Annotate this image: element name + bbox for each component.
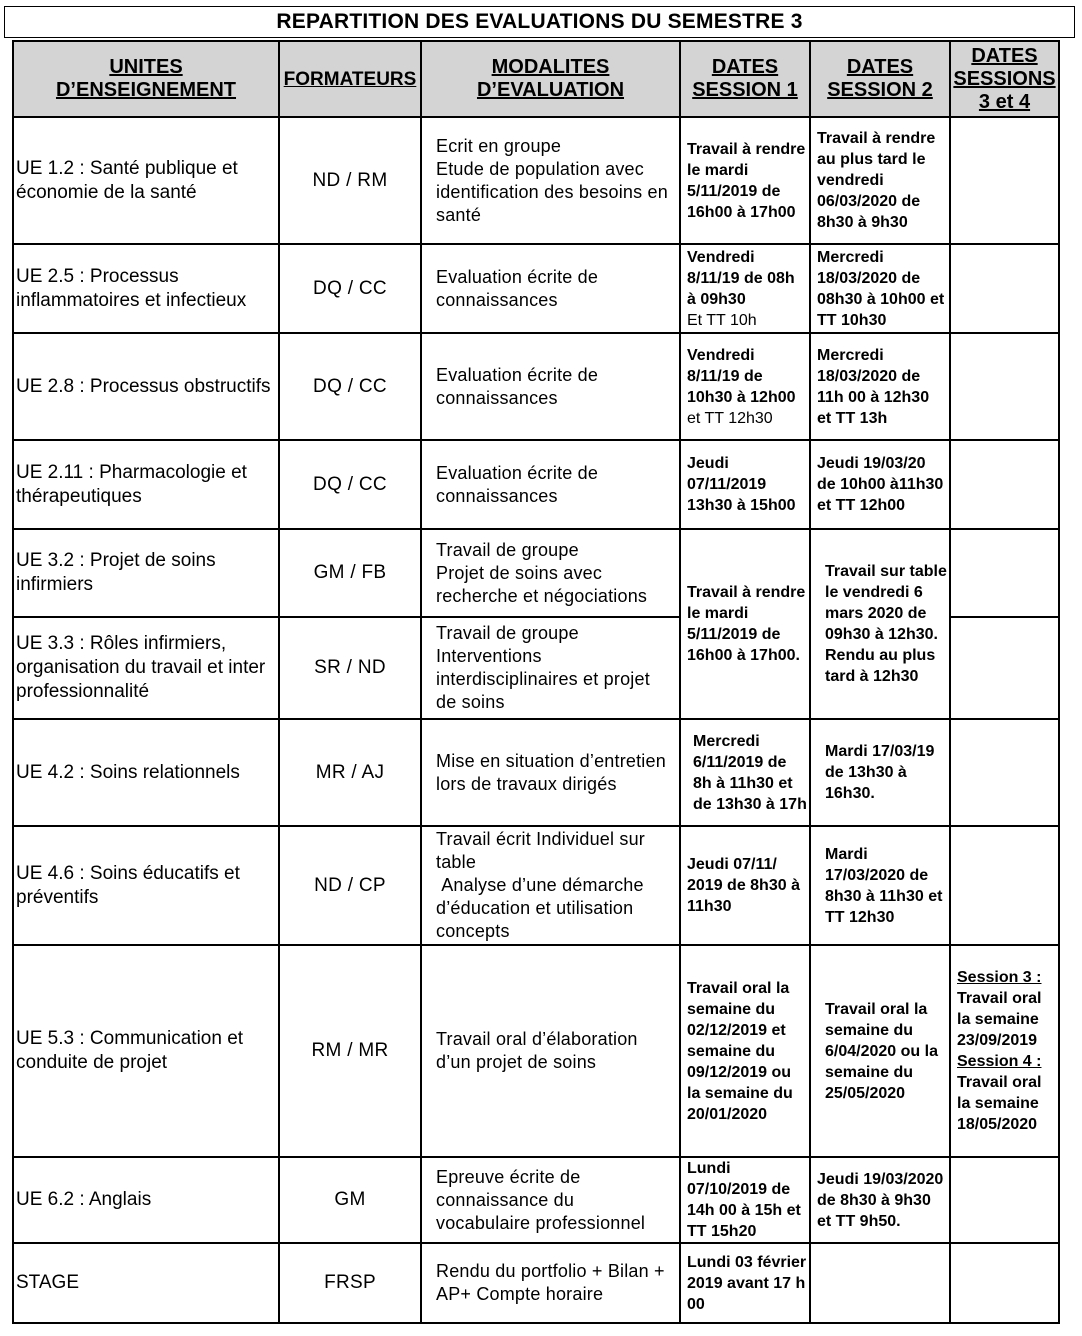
formateurs-cell: DQ / CC [279,440,421,529]
modalites-cell: Travail de groupe Projet de soins avec recherche et négociations [421,529,680,617]
modalites-cell: Rendu du portfolio + Bilan + AP+ Compte horaire [421,1243,680,1323]
session1-cell: Jeudi 07/11/ 2019 de 8h30 à 11h30 [680,826,810,945]
session2-cell: Mardi 17/03/2020 de 8h30 à 11h30 et TT 12h30 [810,826,950,945]
ue-cell: UE 2.11 : Pharmacologie et thérapeutiques [13,440,279,529]
session34-cell [950,244,1059,333]
session34-cell [950,945,1059,1157]
table-row [13,244,1059,333]
session1-merged-cell: Travail à rendre le mardi 5/11/2019 de 16h00 à 17h00. [680,529,810,719]
formateurs-cell: MR / AJ [279,719,421,826]
formateurs-cell: GM [279,1157,421,1243]
session2-cell: Mardi 17/03/19 de 13h30 à 16h30. [810,719,950,826]
session34-cell [950,529,1059,617]
formateurs-cell: SR / ND [279,617,421,719]
session1-cell: Travail oral la semaine du 02/12/2019 et semaine du 09/12/2019 ou la semaine du 20/01/2020 [680,945,810,1157]
ue-cell: UE 4.2 : Soins relationnels [13,719,279,826]
ue-cell: UE 5.3 : Communication et conduite de projet [13,945,279,1157]
formateurs-cell: RM / MR [279,945,421,1157]
session34-cell [950,1157,1059,1243]
ue-cell: STAGE [13,1243,279,1323]
modalites-cell: Evaluation écrite de connaissances [421,333,680,440]
session2-cell: Travail à rendre au plus tard le vendredi 06/03/2020 de 8h30 à 9h30 [810,117,950,244]
session2-cell: Jeudi 19/03/20 de 10h00 à11h30 et TT 12h00 [810,440,950,529]
session2-merged-cell: Travail sur table le vendredi 6 mars 2020 de 09h30 à 12h30. Rendu au plus tard à 12h30 [810,529,950,719]
ue-cell: UE 3.3 : Rôles infirmiers, organisation du travail et inter professionnalité [13,617,279,719]
session1-cell: Lundi 07/10/2019 de 14h 00 à 15h et TT 15h20 [680,1157,810,1243]
header-row [13,41,1059,117]
document-title: REPARTITION DES EVALUATIONS DU SEMESTRE 3 [4,6,1075,38]
header-modalites: MODALITES D’EVALUATION [421,41,680,117]
table-row [13,719,1059,826]
session34-cell [950,719,1059,826]
header-formateurs: FORMATEURS [279,41,421,117]
session2-cell [810,1243,950,1323]
modalites-cell: Ecrit en groupe Etude de population avec identification des besoins en santé [421,117,680,244]
session1-cell: Travail à rendre le mardi 5/11/2019 de 16h00 à 17h00 [680,117,810,244]
session1-cell: Vendredi 8/11/19 de 10h30 à 12h00 et TT 12h30 [680,333,810,440]
ue-cell: UE 6.2 : Anglais [13,1157,279,1243]
modalites-cell: Travail de groupe Interventions interdisciplinaires et projet de soins [421,617,680,719]
header-ue: UNITES D’ENSEIGNEMENT [13,41,279,117]
modalites-cell: Epreuve écrite de connaissance du vocabulaire professionnel [421,1157,680,1243]
table-row [13,117,1059,244]
session34-cell [950,1243,1059,1323]
session1-cell: Vendredi 8/11/19 de 08h à 09h30 Et TT 10h [680,244,810,333]
session4-label: Session 4 : [957,1053,1042,1070]
modalites-cell: Travail écrit Individuel sur table Analyse d’une démarche d’éducation et utilisation concepts [421,826,680,945]
session2-cell: Travail oral la semaine du 6/04/2020 ou la semaine du 25/05/2020 [810,945,950,1157]
table-row [13,945,1059,1157]
formateurs-cell: GM / FB [279,529,421,617]
session1-cell: Jeudi 07/11/2019 13h30 à 15h00 [680,440,810,529]
ue-cell: UE 2.8 : Processus obstructifs [13,333,279,440]
session3-text: Travail oral la semaine 23/09/2019 [957,990,1042,1049]
session2-cell: Mercredi 18/03/2020 de 08h30 à 10h00 et TT 10h30 [810,244,950,333]
modalites-cell: Evaluation écrite de connaissances [421,440,680,529]
session3-label: Session 3 : [957,969,1042,986]
session1-cell: Mercredi 6/11/2019 de 8h à 11h30 et de 13h30 à 17h [680,719,810,826]
session34-cell [950,617,1059,719]
table-row [13,529,1059,617]
formateurs-cell: DQ / CC [279,333,421,440]
formateurs-cell: FRSP [279,1243,421,1323]
session34-cell [950,117,1059,244]
session34-cell [950,333,1059,440]
session2-cell: Jeudi 19/03/2020 de 8h30 à 9h30 et TT 9h50. [810,1157,950,1243]
table-row [13,1157,1059,1243]
modalites-cell: Evaluation écrite de connaissances [421,244,680,333]
table-row [13,333,1059,440]
session2-cell: Mercredi 18/03/2020 de 11h 00 à 12h30 et TT 13h [810,333,950,440]
table-row [13,1243,1059,1323]
formateurs-cell: ND / CP [279,826,421,945]
ue-cell: UE 2.5 : Processus inflammatoires et infectieux [13,244,279,333]
session4-text: Travail oral la semaine 18/05/2020 [957,1074,1042,1133]
header-session1: DATES SESSION 1 [680,41,810,117]
ue-cell: UE 3.2 : Projet de soins infirmiers [13,529,279,617]
table-row [13,826,1059,945]
formateurs-cell: DQ / CC [279,244,421,333]
session34-cell [950,826,1059,945]
modalites-cell: Travail oral d’élaboration d’un projet de soins [421,945,680,1157]
modalites-cell: Mise en situation d’entretien lors de travaux dirigés [421,719,680,826]
formateurs-cell: ND / RM [279,117,421,244]
header-session34: DATES SESSIONS 3 et 4 [950,41,1059,117]
header-session2: DATES SESSION 2 [810,41,950,117]
evaluation-table [12,40,1060,1324]
session34-cell [950,440,1059,529]
ue-cell: UE 1.2 : Santé publique et économie de la santé [13,117,279,244]
session1-cell: Lundi 03 février 2019 avant 17 h 00 [680,1243,810,1323]
table-row [13,440,1059,529]
ue-cell: UE 4.6 : Soins éducatifs et préventifs [13,826,279,945]
